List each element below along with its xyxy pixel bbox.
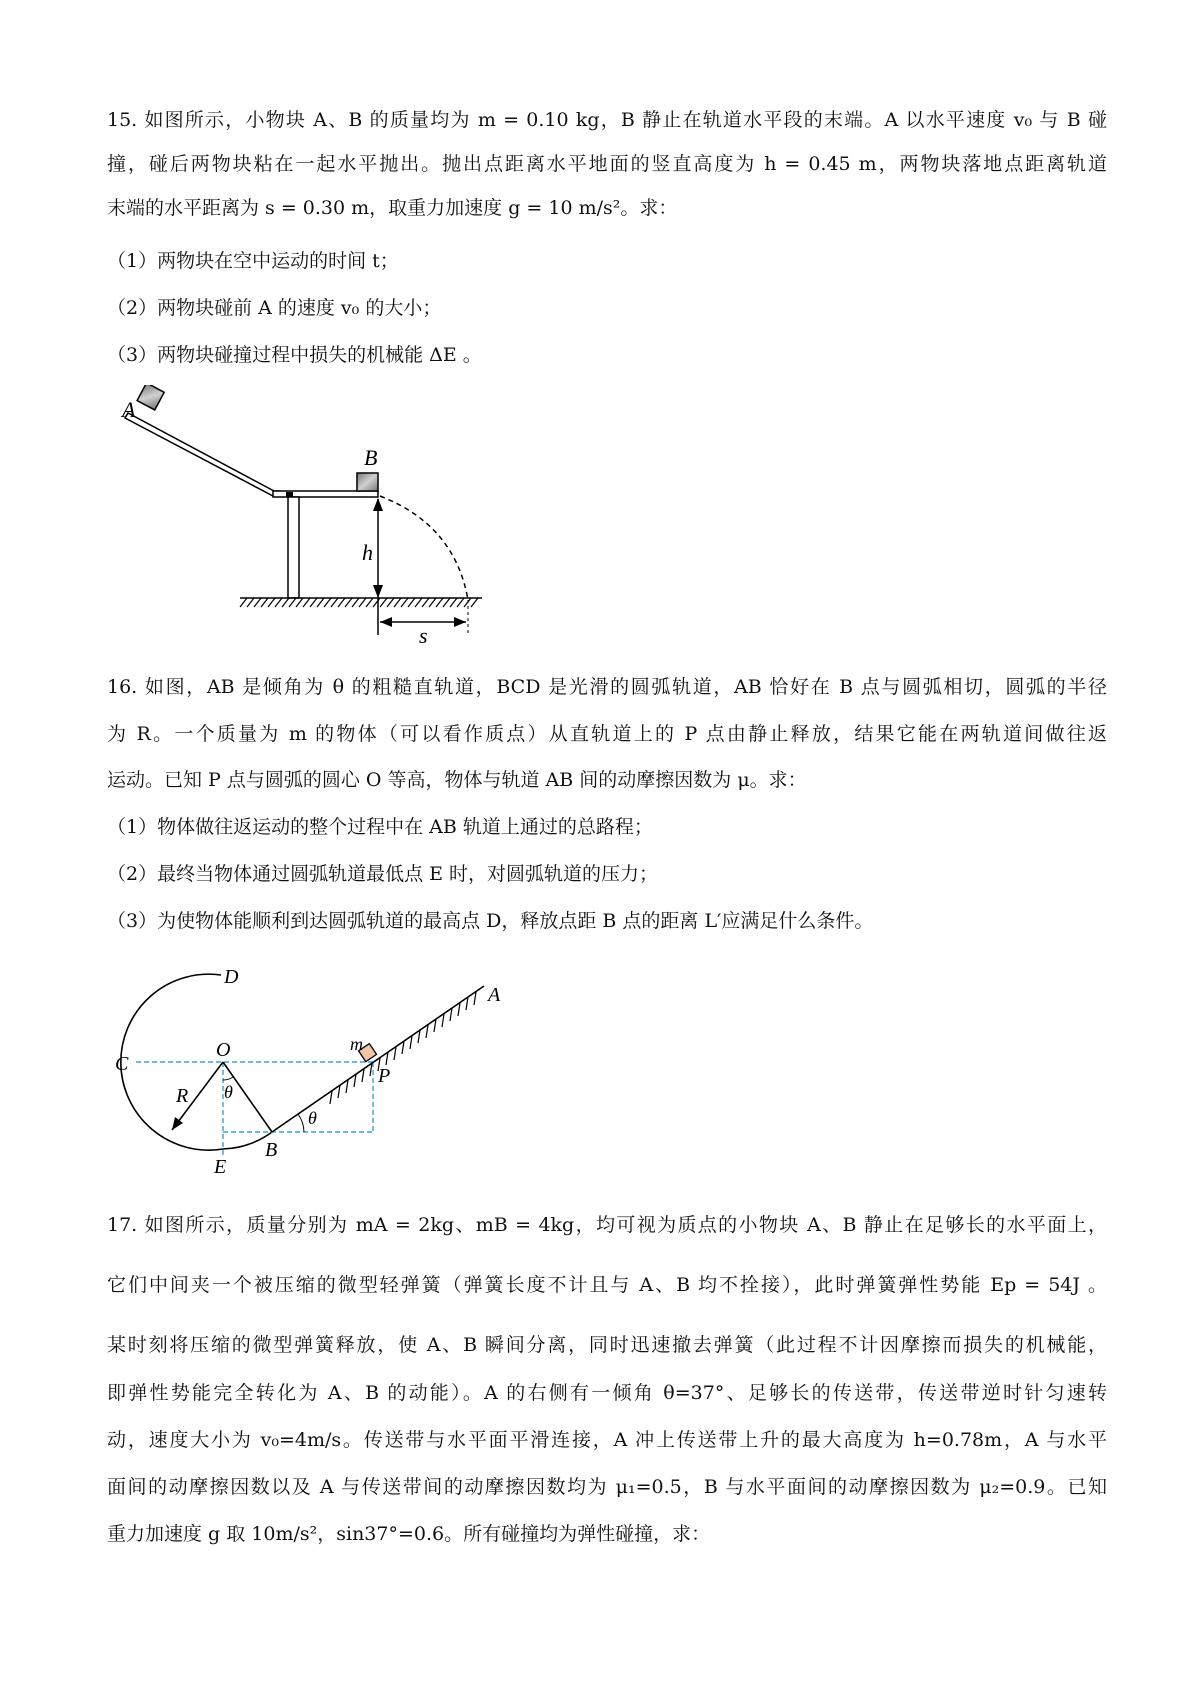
- q16-text-line-3: 运动。已知 P 点与圆弧的圆心 O 等高，物体与轨道 AB 间的动摩擦因数为 μ。求：: [107, 769, 807, 791]
- q17-text-line-6: 面间的动摩擦因数以及 A 与传送带间的动摩擦因数均为 μ₁=0.5，B 与水平面间的动摩擦因数为 μ₂=0.9。已知: [107, 1476, 1107, 1498]
- q15-text-line-2: 撞，碰后两物块粘在一起水平抛出。抛出点距离水平地面的竖直高度为 h = 0.45 m，两物块落地点距离轨道: [107, 153, 1107, 175]
- q15-figure: [110, 385, 500, 645]
- q16-part-1: （1）物体做往返运动的整个过程中在 AB 轨道上通过的总路程；: [107, 816, 653, 838]
- q15-part-3: （3）两物块碰撞过程中损失的机械能 ΔE 。: [107, 344, 482, 366]
- q15-part-1: （1）两物块在空中运动的时间 t；: [107, 250, 399, 272]
- incline-ab: [272, 986, 484, 1132]
- label-a: A: [122, 397, 136, 422]
- q17-text-line-3: 某时刻将压缩的微型弹簧释放，使 A、B 瞬间分离，同时迅速撤去弹簧（此过程不计因摩擦而损失的机械能，: [107, 1334, 1107, 1356]
- q16-part-3: （3）为使物体能顺利到达圆弧轨道的最高点 D，释放点距 B 点的距离 L′应满足什么条件。: [107, 910, 874, 932]
- label-p: P: [378, 1065, 391, 1087]
- q15-text-line-1: 15. 如图所示，小物块 A、B 的质量均为 m = 0.10 kg，B 静止在轨道水平段的末端。A 以水平速度 v₀ 与 B 碰: [107, 109, 1107, 131]
- q17-text-line-5: 动，速度大小为 v₀=4m/s。传送带与水平面平滑连接，A 冲上传送带上升的最大高度为 h=0.78m，A 与水平: [107, 1429, 1107, 1451]
- label-theta-b: θ: [308, 1108, 317, 1128]
- label-o: O: [216, 1039, 231, 1061]
- label-s: s: [419, 623, 428, 645]
- ground-hatch: [240, 598, 478, 607]
- q16-part-2: （2）最终当物体通过圆弧轨道最低点 E 时，对圆弧轨道的压力；: [107, 863, 659, 885]
- q16-text-line-2: 为 R。一个质量为 m 的物体（可以看作质点）从直轨道上的 P 点由静止释放，结果它能在两轨道间做往返: [107, 723, 1107, 745]
- q16-figure: [100, 950, 540, 1190]
- q16-text-line-1: 16. 如图，AB 是倾角为 θ 的粗糙直轨道，BCD 是光滑的圆弧轨道，AB 恰好在 B 点与圆弧相切，圆弧的半径: [107, 676, 1107, 698]
- label-b: B: [364, 445, 378, 470]
- q17-text-line-4: 即弹性势能完全转化为 A、B 的动能）。A 的右侧有一倾角 θ=37°、足够长的传送带，传送带逆时针匀速转: [107, 1382, 1107, 1404]
- label-r: R: [176, 1085, 189, 1107]
- pillar: [288, 497, 299, 598]
- incline-track: [125, 413, 280, 496]
- label-d: D: [224, 966, 239, 988]
- label-b: B: [265, 1139, 278, 1161]
- q17-text-line-2: 它们中间夹一个被压缩的微型轻弹簧（弹簧长度不计且与 A、B 均不拴接），此时弹簧弹性势能 Ep = 54J 。: [107, 1274, 1107, 1296]
- q15-part-2: （2）两物块碰前 A 的速度 v₀ 的大小；: [107, 297, 442, 319]
- block-b: [357, 473, 378, 491]
- q17-text-line-1: 17. 如图所示，质量分别为 mA = 2kg、mB = 4kg，均可视为质点的小物块 A、B 静止在足够长的水平面上，: [107, 1214, 1107, 1236]
- q15-text-line-3: 末端的水平距离为 s = 0.30 m，取重力加速度 g = 10 m/s²。求：: [107, 197, 678, 219]
- label-a: A: [488, 984, 501, 1006]
- label-e: E: [214, 1156, 227, 1178]
- q17-text-line-7: 重力加速度 g 取 10m/s²，sin37°=0.6。所有碰撞均为弹性碰撞，求：: [107, 1523, 711, 1545]
- label-h: h: [362, 540, 373, 565]
- label-c: C: [115, 1053, 129, 1075]
- label-theta-o: θ: [224, 1082, 233, 1102]
- trajectory-dashed: [380, 496, 468, 600]
- block-a: [137, 385, 164, 410]
- label-m: m: [350, 1034, 363, 1054]
